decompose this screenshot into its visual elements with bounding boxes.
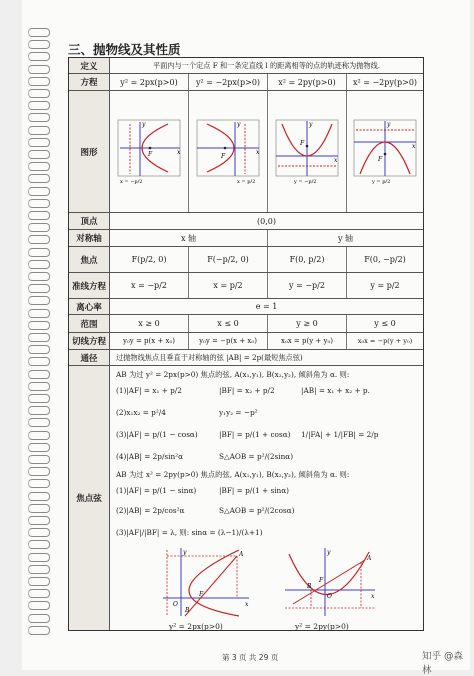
axis-cell: x 轴: [110, 230, 268, 246]
spiral-coil: [28, 553, 50, 562]
range-cell: y ≤ 0: [374, 319, 396, 328]
graph-cell: [268, 91, 347, 212]
watermark-brand: 知乎 @森林: [422, 651, 464, 676]
formula: (2)x₁x₂ = p²/4: [116, 408, 166, 417]
latus-rectum-text: 过抛物线焦点且垂直于对称轴的弦 |AB| = 2p(最短焦点弦): [116, 352, 303, 362]
spiral-binding: [22, 0, 52, 640]
row-label-tangent: 切线方程: [69, 333, 110, 349]
spiral-coil: [28, 296, 50, 305]
svg-text:y: y: [183, 549, 187, 556]
svg-text:F: F: [148, 150, 153, 158]
spiral-coil: [28, 479, 50, 488]
row-tangent: [69, 333, 423, 350]
formula: |BF| = x₂ + p/2: [219, 386, 275, 395]
spiral-coil: [28, 248, 50, 257]
spiral-coil: [28, 126, 50, 135]
svg-text:F: F: [199, 591, 204, 598]
spiral-coil: [28, 40, 50, 49]
spiral-coil: [28, 174, 50, 183]
tangent-cell: x₀x = −p(y + y₀): [357, 337, 413, 345]
svg-text:A: A: [367, 555, 372, 562]
range-cell: x ≤ 0: [189, 315, 268, 332]
directrix-cell: y = p/2: [370, 281, 400, 290]
svg-text:F: F: [319, 577, 324, 584]
row-label-graph: 图形: [69, 91, 110, 212]
spiral-coil: [28, 77, 50, 86]
equation-cell: y² = 2px(p>0): [110, 74, 189, 90]
spiral-coil: [28, 577, 50, 586]
spiral-coil: [28, 272, 50, 281]
svg-text:x: x: [334, 156, 338, 164]
focal-chord-intro-2: AB 为过 x² = 2py(p>0) 焦点的弦, A(x₁,y₁), B(x₂,y₂), 倾斜角为 α. 则:: [116, 470, 350, 479]
row-label-latus-rectum: 通径: [69, 350, 110, 365]
spiral-coil: [28, 394, 50, 403]
spiral-coil: [28, 455, 50, 464]
row-eccentricity: [69, 299, 423, 315]
spiral-coil: [28, 626, 50, 635]
svg-text:y: y: [309, 120, 313, 128]
parabola-down-graph: [350, 116, 420, 188]
row-label-vertex: 顶点: [69, 213, 110, 229]
row-label-eccentricity: 离心率: [69, 299, 110, 314]
focal-chord-figure-left: [159, 546, 251, 618]
svg-text:F: F: [378, 155, 383, 163]
formula: |BF| = p/(1 + cosα): [219, 430, 291, 439]
eccentricity-value: e = 1: [255, 302, 278, 311]
spiral-coil: [28, 260, 50, 269]
graph-sublabel: y = −p/2: [294, 178, 317, 185]
spiral-coil: [28, 28, 50, 37]
focus-cell: F(−p/2, 0): [189, 247, 268, 272]
spiral-coil: [28, 150, 50, 159]
row-focal-chord: [69, 366, 423, 630]
graph-sublabel: y = p/2: [372, 178, 391, 185]
notebook-page: [22, 0, 470, 676]
spiral-coil: [28, 321, 50, 330]
equation-cell: y² = −2px(p>0): [189, 74, 268, 90]
row-label-axis: 对称轴: [69, 230, 110, 246]
spiral-coil: [28, 333, 50, 342]
formula: y₁y₂ = −p²: [219, 408, 258, 417]
tangent-cell: y₀y = p(x + x₀): [110, 333, 189, 349]
svg-text:B: B: [185, 607, 190, 614]
row-directrix: [69, 273, 423, 299]
spiral-coil: [28, 443, 50, 452]
row-label-focal-chord: 焦点弦: [69, 366, 110, 630]
spiral-coil: [28, 211, 50, 220]
formula: (3)|AF| = p/(1 − cosα): [116, 430, 198, 439]
spiral-coil: [28, 199, 50, 208]
directrix-cell: y = −p/2: [268, 273, 347, 298]
spiral-coil: [28, 431, 50, 440]
formula: 1/|FA| + 1/|FB| = 2/p: [301, 430, 379, 439]
equation-cell: x² = −2py(p>0): [352, 77, 418, 87]
svg-text:F: F: [300, 139, 305, 147]
spiral-coil: [28, 187, 50, 196]
formula: (4)|AB| = 2p/sin²α: [116, 452, 184, 461]
section-title: 三、抛物线及其性质: [68, 42, 181, 57]
parabola-up-graph: [272, 116, 342, 188]
tangent-cell: y₀y = −p(x + x₀): [189, 333, 268, 349]
spiral-coil: [28, 406, 50, 415]
spiral-coil: [28, 565, 50, 574]
tangent-cell: x₀x = p(y + y₀): [268, 333, 347, 349]
graph-cell: [189, 91, 268, 212]
graph-cell: [110, 91, 189, 212]
svg-text:B: B: [307, 583, 312, 590]
spiral-coil: [28, 223, 50, 232]
equation-cell: x² = 2py(p>0): [268, 74, 347, 90]
spiral-coil: [28, 113, 50, 122]
svg-text:F: F: [221, 152, 226, 160]
spiral-coil: [28, 284, 50, 293]
svg-text:y: y: [142, 120, 146, 128]
spiral-coil: [28, 382, 50, 391]
spiral-coil: [28, 467, 50, 476]
formula: (1)|AF| = x₁ + p/2: [116, 386, 182, 395]
row-focus: [69, 247, 423, 273]
formula: S△AOB = p²/(2sinα): [219, 452, 294, 461]
formula: |BF| = p/(1 + sinα): [219, 486, 290, 495]
svg-text:x: x: [256, 148, 260, 156]
spiral-coil: [28, 345, 50, 354]
spiral-coil: [28, 235, 50, 244]
parabola-right-graph: [114, 116, 184, 188]
spiral-coil: [28, 89, 50, 98]
spiral-coil: [28, 516, 50, 525]
formula: S△AOB = p²/(2cosα): [219, 506, 295, 515]
svg-text:A: A: [239, 551, 244, 558]
row-definition: [69, 58, 423, 74]
row-label-focus: 焦点: [69, 247, 110, 272]
formula: (3)|AF|/|BF| = λ, 则: sinα = (λ−1)/(λ+1): [116, 528, 263, 537]
spiral-coil: [28, 162, 50, 171]
formula: (1)|AF| = p/(1 − sinα): [116, 486, 197, 495]
formula: (2)|AB| = 2p/cos²α: [116, 506, 185, 515]
figure-caption-left: y² = 2px(p>0): [169, 622, 223, 631]
svg-text:y: y: [387, 120, 391, 128]
spiral-coil: [28, 589, 50, 598]
row-axis: [69, 230, 423, 247]
row-label-range: 范围: [69, 315, 110, 332]
focus-cell: F(0, p/2): [268, 247, 347, 272]
spiral-coil: [28, 528, 50, 537]
row-range: [69, 315, 423, 333]
focal-chord-intro-1: AB 为过 y² = 2px(p>0) 焦点的弦, A(x₁,y₁), B(x₂,y₂), 倾斜角为 α. 则:: [116, 370, 350, 379]
spiral-coil: [28, 504, 50, 513]
graph-sublabel: x = −p/2: [120, 178, 143, 185]
svg-text:x: x: [245, 601, 249, 608]
range-cell: y ≥ 0: [268, 315, 347, 332]
formula: |AB| = x₁ + x₂ + p.: [301, 386, 370, 395]
focal-chord-figure-right: [281, 546, 377, 618]
spiral-coil: [28, 614, 50, 623]
svg-text:y: y: [237, 120, 241, 128]
spiral-coil: [28, 52, 50, 61]
row-label-definition: 定义: [69, 58, 110, 73]
row-label-equation: 方程: [69, 74, 110, 90]
graph-cell: [347, 91, 423, 212]
parabola-left-graph: [193, 116, 263, 188]
spiral-coil: [28, 309, 50, 318]
svg-text:O: O: [327, 593, 332, 600]
svg-text:y: y: [327, 549, 331, 556]
focus-cell: F(0, −p/2): [364, 255, 406, 264]
spiral-coil: [28, 138, 50, 147]
spiral-coil: [28, 370, 50, 379]
svg-text:x: x: [371, 593, 375, 600]
row-label-directrix: 准线方程: [69, 273, 110, 298]
svg-text:O: O: [173, 601, 178, 608]
row-equation: [69, 74, 423, 91]
figure-caption-right: y² = 2py(p>0): [295, 622, 349, 631]
directrix-cell: x = p/2: [189, 273, 268, 298]
definition-text: 平面内与一个定点 F 和一条定直线 l 的距离相等的点的轨迹称为抛物线.: [152, 60, 381, 70]
range-cell: x ≥ 0: [110, 315, 189, 332]
spiral-coil: [28, 357, 50, 366]
svg-text:x: x: [412, 142, 416, 150]
directrix-cell: x = −p/2: [110, 273, 189, 298]
spiral-coil: [28, 540, 50, 549]
spiral-coil: [28, 418, 50, 427]
spiral-coil: [28, 492, 50, 501]
spiral-coil: [28, 65, 50, 74]
row-graph: [69, 91, 423, 213]
row-latus-rectum: [69, 350, 423, 366]
focus-cell: F(p/2, 0): [110, 247, 189, 272]
spiral-coil: [28, 601, 50, 610]
spiral-coil: [28, 101, 50, 110]
page-footer: 第 3 页 共 29 页: [222, 653, 279, 662]
parabola-properties-table: [68, 57, 424, 631]
graph-sublabel: x = p/2: [237, 178, 256, 185]
svg-text:x: x: [177, 148, 181, 156]
vertex-value: (0,0): [257, 216, 276, 226]
axis-cell: y 轴: [337, 233, 354, 243]
row-vertex: [69, 213, 423, 230]
